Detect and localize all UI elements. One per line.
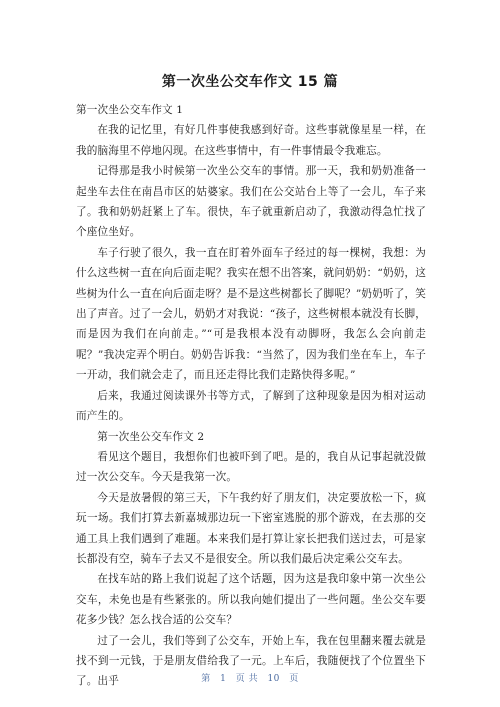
section-heading-1: 第一次坐公交车作文 1 (76, 104, 184, 116)
document-title: 第一次坐公交车作文 15 篇 (161, 74, 339, 90)
footer-prefix: 第 (201, 674, 211, 684)
paragraph: 今天是放暑假的第三天，下午我约好了朋友们，决定要放松一下，疯玩一场。我们打算去新嘉城那边玩一下密室逃脱的那个游戏，在去那的交通工具上我们遇到了难题。本来我们是打算让家长把我们送过去，可是家长都没有空，骑车子去又不是很安全。所以我们最后决定乘公交车去。 (76, 491, 426, 565)
paragraph: 过了一会儿，我们等到了公交车，开始上车，我在包里翻来覆去就是找不到一元钱，于是朋友借给我了一元。上车后，我随便找了个位置坐下了。出乎 (76, 634, 426, 688)
section-heading-2: 第一次坐公交车作文 2 (97, 430, 205, 443)
page-footer (0, 671, 500, 684)
paragraph: 在我的记忆里，有好几件事使我感到好奇。这些事就像星星一样，在我的脑海里不停地闪现。在这些事情中，有一件事情最令我难忘。 (76, 124, 426, 157)
footer-middle: 页 共 (235, 674, 259, 684)
paragraph: 在找车站的路上我们说起了这个话题，因为这是我印象中第一次坐公交车，未免也是有些紧张的。所以我向她们提出了一些问题。坐公交车要花多少钱？怎么找合适的公交车？ (76, 573, 426, 627)
footer-suffix: 页 (289, 674, 299, 684)
footer-page-number: 1 (220, 674, 227, 684)
paragraph: 看见这个题目，我想你们也被吓到了吧。是的，我自从记事起就没做过一次公交车。今天是我第一次。 (76, 450, 426, 484)
document-body (76, 100, 426, 692)
paragraph: 记得那是我小时候第一次坐公交车的事情。那一天，我和奶奶准备一起坐车去住在南昌市区的姑婆家。我们在公交站台上等了一会儿，车子来了。我和奶奶赶紧上了车。很快，车子就重新启动了，我激动得急忙找了个座位坐好。 (76, 165, 426, 239)
paragraph: 车子行驶了很久，我一直在盯着外面车子经过的每一棵树，我想：为什么这些树一直在向后面走呢？我实在想不出答案，就问奶奶：“奶奶，这些树为什么一直在向后面走呀？是不是这些树都长了脚呢？”奶奶听了，笑出了声音。过了一会儿，奶奶才对我说：“孩子，这些树根本就没有长脚，而是因为我们在向前走。”“可是我根本没有动脚呀，我怎么会向前走呢？”我决定弄个明白。奶奶告诉我：“当然了，因为我们坐在车上，车子一开动，我们就会走了，而且还走得比我们走路快得多呢。” (76, 246, 426, 382)
footer-total-pages: 10 (267, 674, 280, 684)
paragraph: 后来，我通过阅读课外书等方式，了解到了这种现象是因为相对运动而产生的。 (76, 389, 426, 423)
